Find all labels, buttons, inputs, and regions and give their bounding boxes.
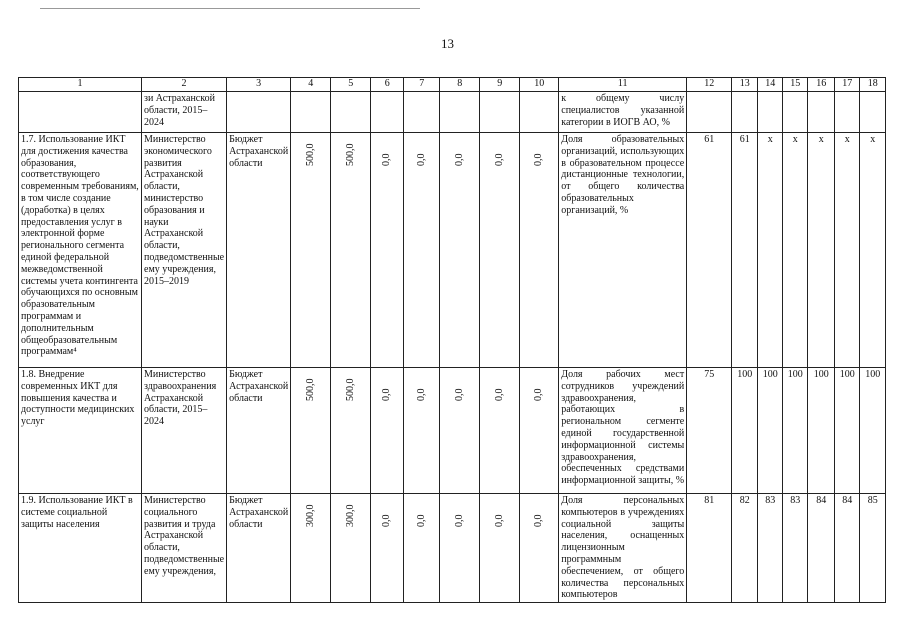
measure-name [19, 92, 142, 133]
column-header: 15 [783, 78, 808, 92]
indicator-value: 100 [835, 368, 860, 494]
amount-year [480, 92, 520, 133]
amount-year: 0,0 [371, 494, 404, 603]
indicator-value [808, 92, 835, 133]
funding-source: Бюджет Астраханской области [227, 133, 291, 368]
amount-year: 0,0 [440, 368, 480, 494]
table-row [19, 133, 886, 368]
amount-year: 0,0 [404, 494, 440, 603]
indicator-value: 82 [732, 494, 758, 603]
amount-year: 0,0 [404, 368, 440, 494]
column-header: 12 [687, 78, 732, 92]
column-header: 16 [808, 78, 835, 92]
amount-year: 0,0 [480, 368, 520, 494]
measure-name: 1.8. Внедрение современных ИКТ для повышения качества и доступности медицинских услуг [19, 368, 142, 494]
column-header: 1 [19, 78, 142, 92]
indicator-value: 81 [687, 494, 732, 603]
column-header: 6 [371, 78, 404, 92]
funding-source: Бюджет Астраханской области [227, 494, 291, 603]
indicator-value: 100 [808, 368, 835, 494]
indicator-value: 100 [860, 368, 886, 494]
indicator-value: 83 [783, 494, 808, 603]
indicator-value [860, 92, 886, 133]
indicator-value: 84 [808, 494, 835, 603]
amount-total: 300,0 [291, 494, 331, 603]
indicator-value: 84 [835, 494, 860, 603]
funding-source [227, 92, 291, 133]
column-header: 17 [835, 78, 860, 92]
indicator-value [732, 92, 758, 133]
indicator: к общему числу специалистов указанной категории в ИОГВ АО, % [559, 92, 687, 133]
column-header: 5 [331, 78, 371, 92]
column-header: 2 [142, 78, 227, 92]
amount-year: 500,0 [331, 133, 371, 368]
amount-year: 0,0 [480, 494, 520, 603]
table-row [19, 92, 886, 133]
indicator-value [687, 92, 732, 133]
amount-year: 0,0 [520, 368, 559, 494]
indicator-value: 100 [732, 368, 758, 494]
header-row [19, 78, 886, 92]
column-header: 11 [559, 78, 687, 92]
indicator-value: x [808, 133, 835, 368]
amount-year [404, 92, 440, 133]
column-header: 10 [520, 78, 559, 92]
indicator-value [783, 92, 808, 133]
table-row [19, 368, 886, 494]
executor: Министерство социального развития и труда Астраханской области, подведомственные ему учреждения, [142, 494, 227, 603]
indicator-value: 83 [758, 494, 783, 603]
top-rule [40, 8, 420, 9]
indicator-value: 100 [758, 368, 783, 494]
amount-year [440, 92, 480, 133]
indicator-value: x [835, 133, 860, 368]
indicator-value: 85 [860, 494, 886, 603]
indicator-value: x [860, 133, 886, 368]
indicator-value: 61 [687, 133, 732, 368]
amount-year: 300,0 [331, 494, 371, 603]
column-header: 13 [732, 78, 758, 92]
indicator: Доля персональных компьютеров в учреждениях социальной защиты населения, оснащенных лицензионным программным обеспечением, от общего количества персональных компьютеров [559, 494, 687, 603]
measure-name: 1.7. Использование ИКТ для достижения качества образования, соответствующего современным требованиям, в том числе создание (доработка) в целях предоставления услуг в электронной форме регионального сегмента единой федеральной межведомственной системы учета контингента обучающихся по основным образовательным программам и дополнительным общеобразовательным программам⁴ [19, 133, 142, 368]
amount-year: 0,0 [480, 133, 520, 368]
column-header: 9 [480, 78, 520, 92]
amount-year: 500,0 [331, 368, 371, 494]
indicator-value: x [758, 133, 783, 368]
column-header: 7 [404, 78, 440, 92]
indicator-value [758, 92, 783, 133]
indicator-value [835, 92, 860, 133]
amount-year [371, 92, 404, 133]
measure-name: 1.9. Использование ИКТ в системе социальной защиты населения [19, 494, 142, 603]
page-number: 13 [441, 36, 454, 51]
amount-total [291, 92, 331, 133]
column-header: 4 [291, 78, 331, 92]
funding-source: Бюджет Астраханской области [227, 368, 291, 494]
amount-year: 0,0 [520, 494, 559, 603]
amount-year: 0,0 [440, 133, 480, 368]
amount-year: 0,0 [404, 133, 440, 368]
amount-year [331, 92, 371, 133]
indicator: Доля рабочих мест сотрудников учреждений здравоохранения, работающих в региональном сегменте единой государственной информационной системы здравоохранения, обеспеченных средствами информационной защиты, % [559, 368, 687, 494]
executor: Министерство экономического развития Астраханской области, министерство образования и науки Астраханской области, подведомственные ему учреждения, 2015–2019 [142, 133, 227, 368]
table-row [19, 494, 886, 603]
amount-year: 0,0 [520, 133, 559, 368]
amount-year: 0,0 [371, 133, 404, 368]
program-table [18, 77, 886, 603]
column-header: 3 [227, 78, 291, 92]
executor: Министерство здравоохранения Астраханской области, 2015–2024 [142, 368, 227, 494]
amount-year: 0,0 [371, 368, 404, 494]
indicator-value: 100 [783, 368, 808, 494]
column-header: 18 [860, 78, 886, 92]
column-header: 14 [758, 78, 783, 92]
indicator-value: 61 [732, 133, 758, 368]
indicator: Доля образовательных организаций, использующих в образовательном процессе дистанционные технологии, от общего количества образовательных организаций, % [559, 133, 687, 368]
indicator-value: 75 [687, 368, 732, 494]
amount-total: 500,0 [291, 368, 331, 494]
amount-year: 0,0 [440, 494, 480, 603]
column-header: 8 [440, 78, 480, 92]
executor: зи Астраханской области, 2015–2024 [142, 92, 227, 133]
amount-total: 500,0 [291, 133, 331, 368]
indicator-value: x [783, 133, 808, 368]
amount-year [520, 92, 559, 133]
